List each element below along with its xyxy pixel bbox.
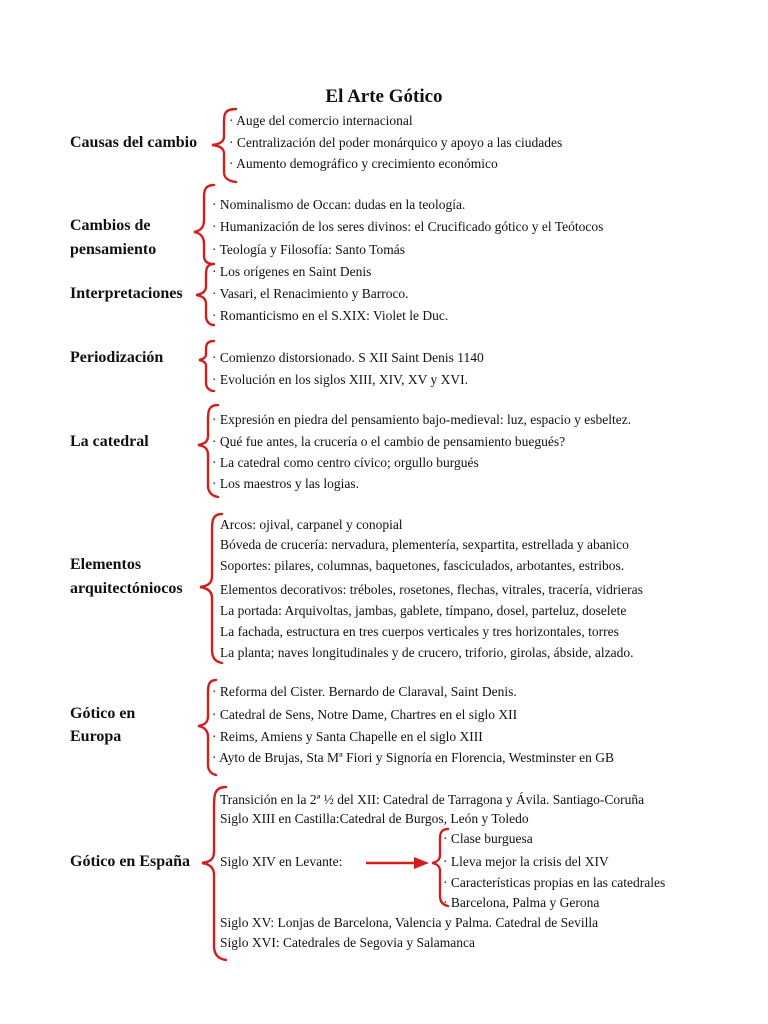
brace-europa: [198, 680, 216, 775]
heading-pensamiento-1: Cambios de: [70, 217, 151, 234]
brace-catedral: [198, 405, 218, 497]
list-item: La fachada, estructura en tres cuerpos verticales y tres horizontales, torres: [220, 624, 619, 639]
list-item: · Evolución en los siglos XIII, XIV, XV y XVI.: [212, 372, 468, 387]
list-item: · Los orígenes en Saint Denis: [212, 264, 372, 279]
list-item: Transición en la 2ª ½ del XII: Catedral de Tarragona y Ávila. Santiago-Coruña: [220, 792, 645, 807]
heading-interpretaciones: Interpretaciones: [70, 285, 183, 302]
heading-catedral: La catedral: [70, 433, 149, 450]
brace-elementos: [200, 514, 222, 663]
heading-espana: Gótico en España: [70, 853, 191, 870]
arrow-right-icon: [366, 857, 429, 869]
levante-item: · Barcelona, Palma y Gerona: [443, 895, 600, 910]
heading-elementos-2: arquitectóniocos: [70, 580, 183, 597]
list-item: · Aumento demográfico y crecimiento económico: [229, 156, 498, 171]
list-item: · Comienzo distorsionado. S XII Saint Denis 1140: [212, 350, 484, 365]
heading-elementos-1: Elementos: [70, 556, 142, 573]
heading-europa-1: Gótico en: [70, 705, 136, 722]
list-item: · Expresión en piedra del pensamiento bajo-medieval: luz, espacio y esbeltez.: [212, 412, 632, 427]
heading-causas: Causas del cambio: [70, 134, 198, 151]
list-item: Siglo XVI: Catedrales de Segovia y Salamanca: [220, 935, 475, 950]
list-item: · Humanización de los seres divinos: el Crucificado gótico y el Teótocos: [212, 219, 604, 234]
levante-item: · Lleva mejor la crisis del XIV: [443, 854, 609, 869]
list-item: · Reims, Amiens y Santa Chapelle en el siglo XIII: [212, 729, 483, 744]
list-item: · Nominalismo de Occan: dudas en la teología.: [212, 197, 466, 212]
heading-europa-2: Europa: [70, 728, 122, 745]
brace-levante: [432, 829, 448, 906]
heading-pensamiento-2: pensamiento: [70, 241, 157, 258]
list-item: · Qué fue antes, la crucería o el cambio de pensamiento buegués?: [212, 434, 566, 449]
list-item: · Catedral de Sens, Notre Dame, Chartres en el siglo XII: [212, 707, 518, 722]
list-item: La planta; naves longitudinales y de crucero, triforio, girolas, ábside, alzado.: [220, 645, 634, 660]
list-item: Arcos: ojival, carpanel y conopial: [220, 517, 403, 532]
list-item: Elementos decorativos: tréboles, rosetones, flechas, vitrales, tracería, vidrieras: [220, 582, 643, 597]
levante-item: · Clase burguesa: [443, 831, 533, 846]
list-item: Siglo XIII en Castilla:Catedral de Burgos, León y Toledo: [220, 811, 529, 826]
list-item: · La catedral como centro cívico; orgullo burgués: [212, 455, 479, 470]
brace-interpretaciones: [196, 264, 214, 325]
brace-periodizacion: [199, 341, 214, 391]
page-title: El Arte Gótico: [325, 86, 443, 107]
list-item: Bóveda de crucería: nervadura, plementería, sexpartita, estrellada y abanico: [220, 537, 629, 552]
list-item: Siglo XIV en Levante:: [220, 854, 343, 869]
list-item: · Reforma del Cister. Bernardo de Claraval, Saint Denis.: [212, 684, 517, 699]
levante-item: · Características propias en las catedrales: [443, 875, 666, 890]
heading-periodizacion: Periodización: [70, 349, 164, 366]
list-item: · Romanticismo en el S.XIX: Violet le Duc.: [212, 308, 449, 323]
list-item: · Vasari, el Renacimiento y Barroco.: [212, 286, 409, 301]
list-item: · Auge del comercio internacional: [229, 113, 413, 128]
brace-causas: [212, 109, 236, 182]
list-item: · Los maestros y las logias.: [212, 476, 359, 491]
brace-espana: [202, 787, 226, 960]
list-item: · Teología y Filosofía: Santo Tomás: [212, 242, 405, 257]
list-item: Soportes: pilares, columnas, baquetones, fasciculados, arbotantes, estribos.: [220, 558, 625, 573]
list-item: Siglo XV: Lonjas de Barcelona, Valencia y Palma. Catedral de Sevilla: [220, 915, 599, 930]
list-item: · Ayto de Brujas, Sta Mª Fiori y Signoría en Florencia, Westminster en GB: [212, 750, 614, 765]
list-item: · Centralización del poder monárquico y apoyo a las ciudades: [229, 135, 563, 150]
brace-pensamiento: [194, 185, 214, 264]
list-item: La portada: Arquivoltas, jambas, gablete, tímpano, dosel, parteluz, doselete: [220, 603, 627, 618]
